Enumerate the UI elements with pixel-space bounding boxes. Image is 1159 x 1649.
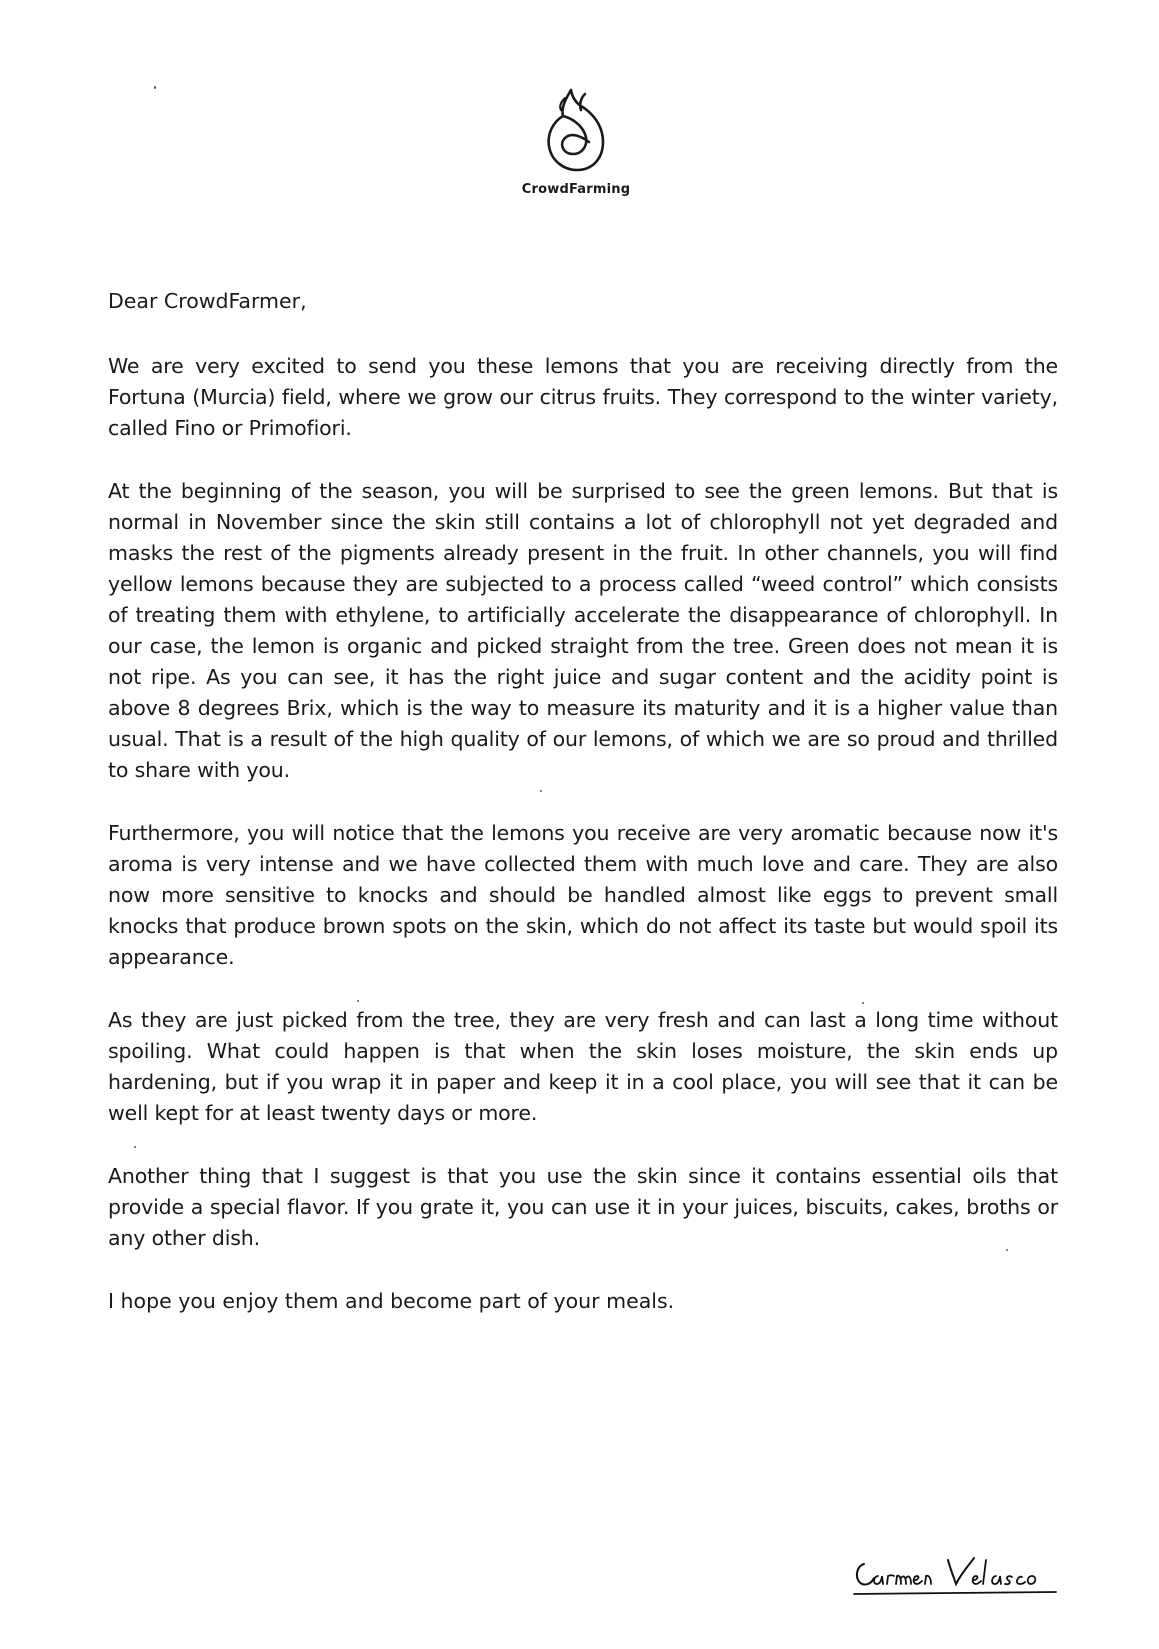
scan-speck bbox=[154, 86, 156, 89]
scan-speck bbox=[134, 1146, 136, 1148]
crowdfarming-leaf-logo-icon bbox=[541, 84, 611, 176]
scan-speck bbox=[357, 1000, 359, 1002]
paragraph-green-lemons: At the beginning of the season, you will be surprised to see the green lemons. But that is normal in November since the skin still contains a lot of chlorophyll not yet degraded and masks the rest of the pigments already present in the fruit. In other channels, you will find yellow lemons because they are subjected to a process called “weed control” which consists of treating them with ethylene, to artificially accelerate the disappearance of chlorophyll. In our case, the lemon is organic and picked straight from the tree. Green does not mean it is not ripe. As you can see, it has the right juice and sugar content and the acidity point is above 8 degrees Brix, which is the way to measure its maturity and it is a higher value than usual. That is a result of the high quality of our lemons, of which we are so proud and thrilled to share with you. bbox=[108, 479, 1058, 782]
closing-line: I hope you enjoy them and become part of your meals. bbox=[108, 1289, 675, 1313]
scan-speck bbox=[862, 1002, 864, 1004]
paragraph-skin-usage: Another thing that I suggest is that you use the skin since it contains essential oils that provide a special flavor. If you grate it, you can use it in your juices, biscuits, cakes, broths or any other dish. bbox=[108, 1164, 1058, 1250]
paragraph-freshness: As they are just picked from the tree, they are very fresh and can last a long time without spoiling. What could happen is that when the skin loses moisture, the skin ends up hardening, but if you wrap it in paper and keep it in a cool place, you will see that it can be well kept for at least twenty days or more. bbox=[108, 1008, 1058, 1125]
scan-speck bbox=[540, 790, 542, 792]
paragraph-intro: We are very excited to send you these lemons that you are receiving directly from the Fortuna (Murcia) field, where we grow our citrus fruits. They correspond to the winter variety, called Fino or Primofiori. bbox=[108, 354, 1058, 440]
company-name: CrowdFarming bbox=[521, 182, 631, 197]
handwritten-signature bbox=[850, 1550, 1062, 1602]
letter-body bbox=[108, 286, 1058, 1317]
scan-speck bbox=[1006, 1249, 1008, 1251]
paragraph-aroma: Furthermore, you will notice that the lemons you receive are very aromatic because now it's aroma is very intense and we have collected them with much love and care. They are also now more sensitive to knocks and should be handled almost like eggs to prevent small knocks that produce brown spots on the skin, which do not affect its taste but would spoil its appearance. bbox=[108, 821, 1058, 969]
salutation: Dear CrowdFarmer, bbox=[108, 289, 307, 313]
letterhead-logo bbox=[512, 84, 640, 204]
